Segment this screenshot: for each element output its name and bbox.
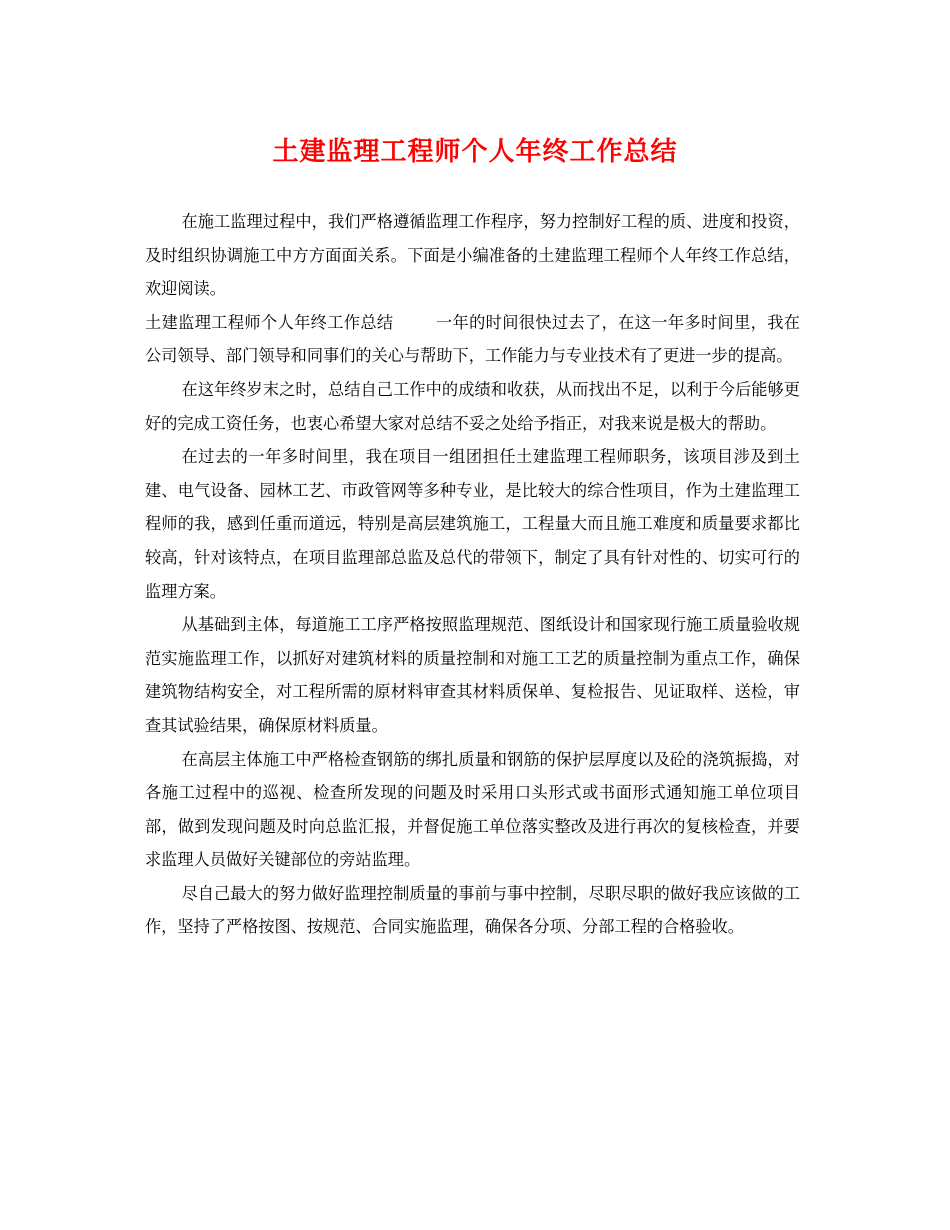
document-title: 土建监理工程师个人年终工作总结	[272, 137, 678, 167]
paragraph-high-rise-inspection: 在高层主体施工中严格检查钢筋的绑扎质量和钢筋的保护层厚度以及砼的浇筑振捣，对各施工过程中的巡视、检查所发现的问题及时采用口头形式或书面形式通知施工单位项目部，做到发现问题及时向总监汇报，并督促施工单位落实整改及进行再次的复核检查，并要求监理人员做好关键部位的旁站监理。	[145, 749, 800, 870]
paragraph-quality-control: 从基础到主体，每道施工工序严格按照监理规范、图纸设计和国家现行施工质量验收规范实施监理工作，以抓好对建筑材料的质量控制和对施工工艺的质量控制为重点工作，确保建筑物结构安全，对工程所需的原材料审查其材料质保单、复检报告、见证取样、送检，审查其试验结果，确保原材料质量。	[145, 615, 800, 735]
paragraph-intro: 在施工监理过程中，我们严格遵循监理工作程序，努力控制好工程的质、进度和投资，及时组织协调施工中方方面面关系。下面是小编准备的土建监理工程师个人年终工作总结，欢迎阅读。	[145, 212, 800, 299]
paragraph-project-role: 在过去的一年多时间里，我在项目一组团担任土建监理工程师职务，该项目涉及到土建、电气设备、园林工艺、市政管网等多种专业，是比较大的综合性项目，作为土建监理工程师的我，感到任重而道远，特别是高层建筑施工，工程量大而且施工难度和质量要求都比较高，针对该特点，在项目监理部总监及总代的带领下，制定了具有针对性的、切实可行的监理方案。	[145, 447, 800, 601]
paragraph-year-end: 在这年终岁末之时，总结自己工作中的成绩和收获，从而找出不足，以利于今后能够更好的完成工资任务，也衷心希望大家对总结不妥之处给予指正，对我来说是极大的帮助。	[145, 379, 800, 433]
paragraph-subheading	[145, 306, 800, 373]
inline-heading-text: 一年的时间很快过去了，在这一年多时间里，我在公司领导、部门领导和同事们的关心与帮助下，工作能力与专业技术有了更进一步的提高。	[145, 312, 800, 366]
inline-heading: 土建监理工程师个人年终工作总结	[145, 312, 394, 332]
document-body	[145, 205, 800, 944]
paragraph-conclusion: 尽自己最大的努力做好监理控制质量的事前与事中控制，尽职尽职的做好我应该做的工作，坚持了严格按图、按规范、合同实施监理，确保各分项、分部工程的合格验收。	[145, 883, 800, 937]
